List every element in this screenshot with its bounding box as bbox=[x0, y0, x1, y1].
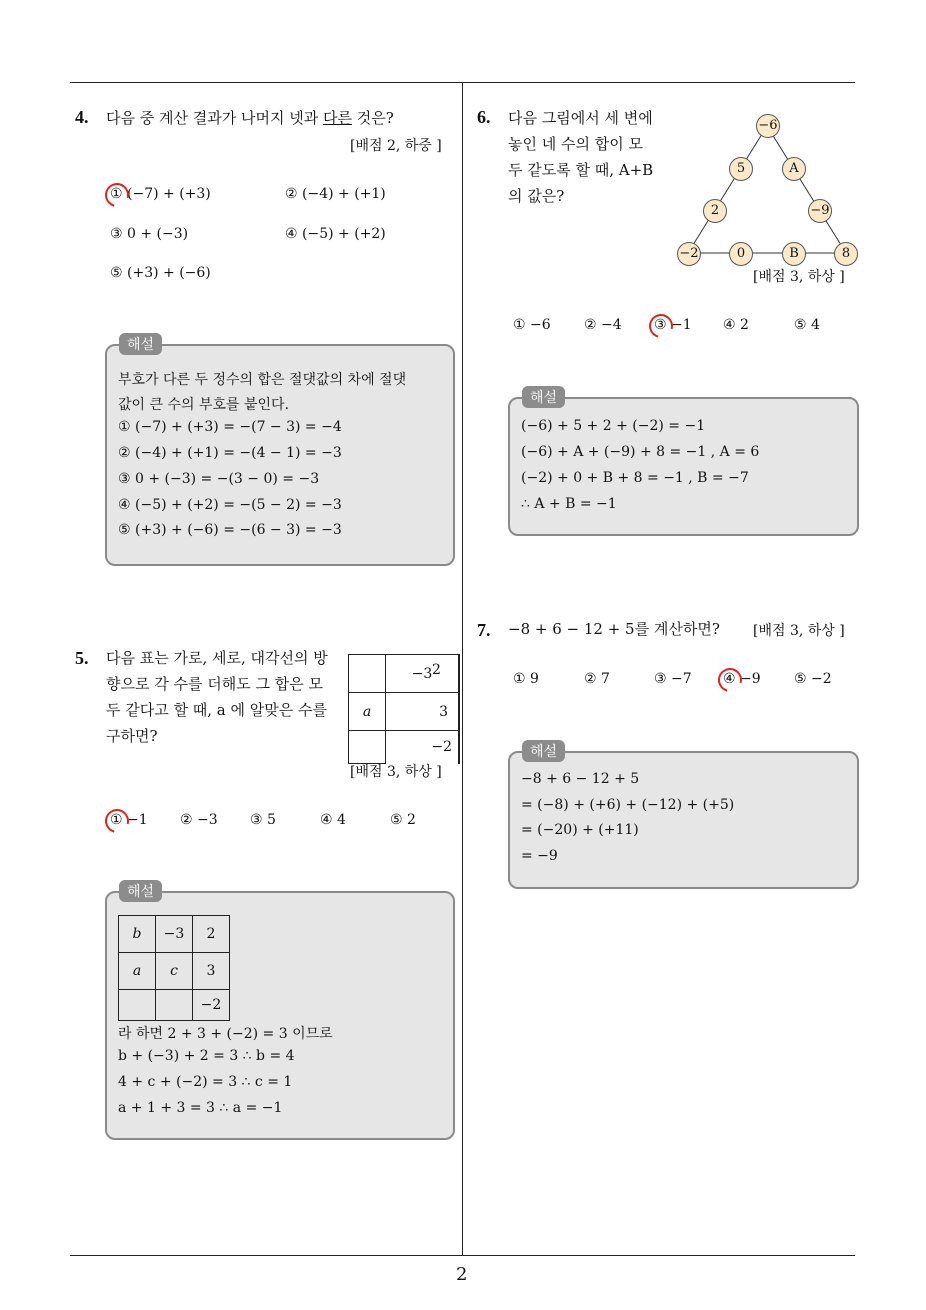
node-bottom-2: 0 bbox=[729, 242, 753, 266]
q5-magic-square bbox=[348, 654, 460, 764]
question-6-line: 두 같도록 할 때, A+B bbox=[508, 161, 654, 179]
node-left-2: 2 bbox=[703, 199, 727, 223]
question-5-score: [배점 3, 하상 ] bbox=[350, 764, 442, 780]
q6-solution-line: ∴ A + B = −1 bbox=[521, 496, 617, 512]
q6-choice-5[interactable]: ⑤ 4 bbox=[794, 317, 820, 333]
q4-solution-line: 부호가 다른 두 정수의 합은 절댓값의 차에 절댓 bbox=[118, 372, 407, 388]
grid-cell: 3 bbox=[193, 953, 230, 990]
column-divider bbox=[462, 82, 463, 1256]
q5-solution-line: b + (−3) + 2 = 3 ∴ b = 4 bbox=[118, 1048, 295, 1064]
triangle-side-right bbox=[767, 126, 846, 253]
question-5-line: 향으로 각 수를 더해도 그 합은 모 bbox=[106, 675, 323, 693]
node-bottom-left: −2 bbox=[677, 242, 701, 266]
grid-cell bbox=[459, 655, 460, 693]
question-6-text bbox=[508, 105, 658, 209]
grid-cell: c bbox=[156, 953, 193, 990]
question-6-line: 의 값은? bbox=[508, 187, 565, 205]
q7-answer-mark-icon bbox=[714, 664, 747, 697]
page-number: 2 bbox=[456, 1264, 468, 1285]
q6-choice-2[interactable]: ② −4 bbox=[584, 317, 622, 333]
q4-solution-line: ③ 0 + (−3) = −(3 − 0) = −3 bbox=[118, 471, 320, 487]
node-right-1: A bbox=[782, 157, 806, 181]
q6-solution-line: (−6) + 5 + 2 + (−2) = −1 bbox=[521, 418, 706, 434]
q6-answer-mark-icon bbox=[645, 310, 678, 343]
grid-cell bbox=[459, 731, 460, 764]
q4-answer-mark-icon bbox=[101, 179, 134, 212]
grid-cell: b bbox=[119, 916, 156, 953]
question-5-line: 구하면? bbox=[106, 727, 158, 745]
grid-cell: −3 bbox=[386, 655, 459, 693]
q5-choice-5[interactable]: ⑤ 2 bbox=[390, 812, 416, 828]
question-4-score: [배점 2, 하중 ] bbox=[350, 138, 442, 154]
grid-cell: −2 bbox=[193, 990, 230, 1021]
grid-cell: 2 bbox=[193, 916, 230, 953]
grid-cell: 3 bbox=[386, 693, 459, 731]
question-4-text bbox=[106, 105, 394, 131]
question-7-number: 7. bbox=[477, 620, 491, 640]
grid-cell bbox=[349, 731, 386, 764]
q7-choice-4[interactable]: ④ −9 bbox=[723, 671, 761, 687]
grid-cell: −3 bbox=[156, 916, 193, 953]
grid-cell: a bbox=[349, 693, 386, 731]
q5-choice-4[interactable]: ④ 4 bbox=[320, 812, 346, 828]
q4-solution-line: ④ (−5) + (+2) = −(5 − 2) = −3 bbox=[118, 497, 342, 513]
q4-choice-2[interactable]: ② (−4) + (+1) bbox=[285, 186, 386, 202]
q4-solution-line: ② (−4) + (+1) = −(4 − 1) = −3 bbox=[118, 445, 342, 461]
question-6-score: [배점 3, 하상 ] bbox=[753, 269, 845, 285]
q5-choice-1[interactable]: ① −1 bbox=[110, 812, 148, 828]
q7-choice-1[interactable]: ① 9 bbox=[513, 671, 539, 687]
grid-cell: a bbox=[119, 953, 156, 990]
question-5-text bbox=[106, 645, 336, 749]
q4-choice-3[interactable]: ③ 0 + (−3) bbox=[110, 226, 189, 242]
node-bottom-3: B bbox=[782, 242, 806, 266]
grid-cell bbox=[459, 693, 460, 731]
grid-cell: −2 bbox=[386, 731, 459, 764]
q5-solution-tag: 해설 bbox=[119, 880, 162, 902]
question-5-line: 두 같다고 할 때, a 에 알맞은 수를 bbox=[106, 701, 327, 719]
question-6-line: 놓인 네 수의 합이 모 bbox=[508, 135, 643, 153]
q7-solution-line: −8 + 6 − 12 + 5 bbox=[521, 771, 640, 787]
node-top: −6 bbox=[756, 114, 780, 138]
q7-choice-5[interactable]: ⑤ −2 bbox=[794, 671, 832, 687]
triangle-side-left bbox=[688, 126, 767, 253]
q5-answer-mark-icon bbox=[101, 805, 134, 838]
q7-solution-tag: 해설 bbox=[522, 740, 565, 762]
question-7-score: [배점 3, 하상 ] bbox=[753, 623, 845, 639]
grid-cell bbox=[349, 655, 386, 693]
q4-solution-tag: 해설 bbox=[119, 333, 162, 355]
question-5-line: 다음 표는 가로, 세로, 대각선의 방 bbox=[106, 649, 328, 667]
q7-choice-3[interactable]: ③ −7 bbox=[654, 671, 692, 687]
q5-solution-line: 라 하면 2 + 3 + (−2) = 3 이므로 bbox=[118, 1026, 333, 1042]
question-4-number: 4. bbox=[75, 107, 89, 127]
q4-solution-line: ① (−7) + (+3) = −(7 − 3) = −4 bbox=[118, 419, 342, 435]
q5-choice-2[interactable]: ② −3 bbox=[180, 812, 218, 828]
q4-choice-5[interactable]: ⑤ (+3) + (−6) bbox=[110, 265, 211, 281]
q6-solution-tag: 해설 bbox=[522, 386, 565, 408]
q6-choice-1[interactable]: ① −6 bbox=[513, 317, 551, 333]
q5-grid-top-right: 2 bbox=[432, 662, 441, 678]
q6-solution-line: (−6) + A + (−9) + 8 = −1 , A = 6 bbox=[521, 444, 760, 460]
node-bottom-right: 8 bbox=[834, 242, 858, 266]
q7-solution-line: = −9 bbox=[521, 848, 558, 864]
question-5-number: 5. bbox=[75, 648, 89, 668]
q4-choice-4[interactable]: ④ (−5) + (+2) bbox=[285, 226, 386, 242]
grid-cell bbox=[156, 990, 193, 1021]
q4-solution-line: ⑤ (+3) + (−6) = −(6 − 3) = −3 bbox=[118, 522, 342, 538]
question-6-number: 6. bbox=[477, 107, 491, 127]
question-4-text-part: 것은? bbox=[351, 109, 394, 127]
q5-solution-line: a + 1 + 3 = 3 ∴ a = −1 bbox=[118, 1100, 283, 1116]
q7-solution-line: = (−8) + (+6) + (−12) + (+5) bbox=[521, 797, 735, 813]
q6-solution-line: (−2) + 0 + B + 8 = −1 , B = −7 bbox=[521, 470, 749, 486]
q4-choice-1[interactable]: ① (−7) + (+3) bbox=[110, 186, 211, 202]
q6-choice-4[interactable]: ④ 2 bbox=[723, 317, 749, 333]
q6-choice-3[interactable]: ③ −1 bbox=[654, 317, 692, 333]
q5-solution-line: 4 + c + (−2) = 3 ∴ c = 1 bbox=[118, 1074, 293, 1090]
q5-choice-3[interactable]: ③ 5 bbox=[250, 812, 276, 828]
question-4-underlined: 다른 bbox=[322, 109, 352, 127]
question-4-text-part: 다음 중 계산 결과가 나머지 넷과 bbox=[106, 109, 323, 127]
q7-choice-2[interactable]: ② 7 bbox=[584, 671, 610, 687]
q5-solution-grid bbox=[118, 915, 230, 1021]
q4-solution-line: 값이 큰 수의 부호를 붙인다. bbox=[118, 397, 290, 413]
node-left-1: 5 bbox=[729, 157, 753, 181]
question-7-text: −8 + 6 − 12 + 5를 계산하면? bbox=[508, 620, 720, 638]
grid-cell bbox=[119, 990, 156, 1021]
node-right-2: −9 bbox=[808, 199, 832, 223]
question-6-line: 다음 그림에서 세 변에 bbox=[508, 109, 653, 127]
q7-solution-line: = (−20) + (+11) bbox=[521, 822, 639, 838]
